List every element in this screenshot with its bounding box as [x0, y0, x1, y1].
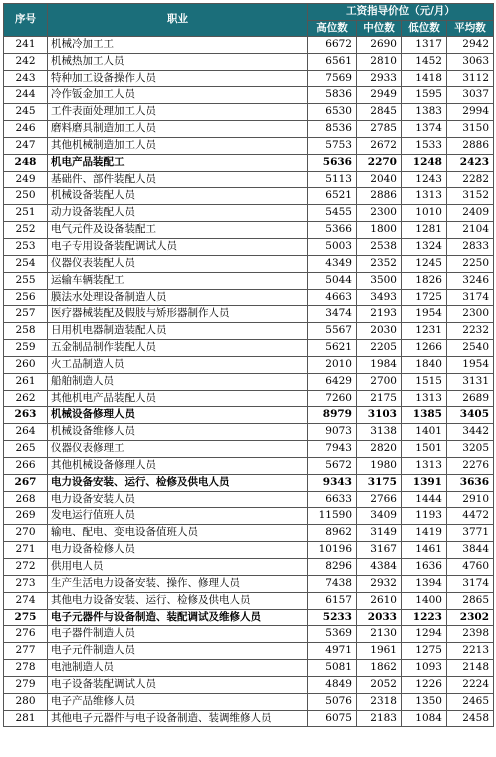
cell-mid: 3167 [357, 542, 402, 559]
header-wage-group: 工资指导价位（元/月） [308, 4, 494, 21]
cell-occupation: 电子设备装配调试人员 [48, 676, 308, 693]
cell-high: 8536 [308, 121, 357, 138]
cell-no: 262 [4, 390, 48, 407]
cell-occupation: 特种加工设备操作人员 [48, 70, 308, 87]
cell-high: 6672 [308, 36, 357, 53]
cell-high: 6561 [308, 53, 357, 70]
table-row [4, 693, 494, 710]
cell-mid: 2690 [357, 36, 402, 53]
cell-high: 5455 [308, 205, 357, 222]
cell-avg: 2423 [447, 154, 494, 171]
table-row [4, 457, 494, 474]
cell-avg: 3636 [447, 474, 494, 491]
cell-low: 1231 [402, 323, 447, 340]
header-no: 序号 [4, 4, 48, 37]
cell-mid: 2030 [357, 323, 402, 340]
cell-low: 1725 [402, 289, 447, 306]
table-header [4, 4, 494, 37]
cell-occupation: 运输车辆装配工 [48, 272, 308, 289]
cell-avg: 2942 [447, 36, 494, 53]
cell-low: 1010 [402, 205, 447, 222]
cell-no: 265 [4, 441, 48, 458]
cell-occupation: 五金制品制作装配人员 [48, 340, 308, 357]
cell-low: 1245 [402, 255, 447, 272]
cell-high: 8962 [308, 525, 357, 542]
cell-no: 256 [4, 289, 48, 306]
cell-avg: 2276 [447, 457, 494, 474]
cell-low: 1391 [402, 474, 447, 491]
cell-high: 5003 [308, 238, 357, 255]
cell-avg: 2689 [447, 390, 494, 407]
wage-guide-table [3, 3, 494, 727]
cell-low: 1313 [402, 188, 447, 205]
header-mid: 中位数 [357, 20, 402, 36]
cell-no: 242 [4, 53, 48, 70]
cell-low: 1954 [402, 306, 447, 323]
cell-mid: 1800 [357, 222, 402, 239]
cell-occupation: 机械冷加工工 [48, 36, 308, 53]
table-row [4, 575, 494, 592]
cell-no: 278 [4, 660, 48, 677]
cell-occupation: 日用机电器制造装配人员 [48, 323, 308, 340]
cell-avg: 1954 [447, 356, 494, 373]
cell-avg: 2910 [447, 491, 494, 508]
cell-low: 1223 [402, 609, 447, 626]
cell-avg: 3152 [447, 188, 494, 205]
cell-mid: 1862 [357, 660, 402, 677]
table-row [4, 559, 494, 576]
table-row [4, 289, 494, 306]
cell-avg: 2104 [447, 222, 494, 239]
cell-low: 1317 [402, 36, 447, 53]
table-row [4, 643, 494, 660]
table-row [4, 373, 494, 390]
table-row [4, 205, 494, 222]
cell-no: 258 [4, 323, 48, 340]
cell-mid: 4384 [357, 559, 402, 576]
cell-no: 280 [4, 693, 48, 710]
cell-occupation: 电力设备安装、运行、检修及供电人员 [48, 474, 308, 491]
cell-no: 279 [4, 676, 48, 693]
cell-occupation: 电池制造人员 [48, 660, 308, 677]
cell-low: 1418 [402, 70, 447, 87]
cell-mid: 2949 [357, 87, 402, 104]
cell-avg: 2865 [447, 592, 494, 609]
cell-mid: 1961 [357, 643, 402, 660]
cell-high: 8979 [308, 407, 357, 424]
cell-occupation: 机械设备装配人员 [48, 188, 308, 205]
cell-high: 8296 [308, 559, 357, 576]
cell-no: 244 [4, 87, 48, 104]
cell-high: 5366 [308, 222, 357, 239]
wage-table-container [3, 3, 493, 727]
cell-no: 248 [4, 154, 48, 171]
table-row [4, 474, 494, 491]
cell-low: 1350 [402, 693, 447, 710]
cell-no: 267 [4, 474, 48, 491]
table-row [4, 542, 494, 559]
cell-occupation: 其他电力设备安装、运行、检修及供电人员 [48, 592, 308, 609]
cell-low: 1275 [402, 643, 447, 660]
cell-occupation: 电子器件制造人员 [48, 626, 308, 643]
cell-high: 9073 [308, 424, 357, 441]
cell-mid: 3409 [357, 508, 402, 525]
table-body [4, 36, 494, 727]
cell-no: 255 [4, 272, 48, 289]
cell-mid: 2193 [357, 306, 402, 323]
cell-low: 1281 [402, 222, 447, 239]
cell-mid: 2183 [357, 710, 402, 727]
cell-no: 251 [4, 205, 48, 222]
cell-occupation: 机械热加工人员 [48, 53, 308, 70]
cell-low: 1394 [402, 575, 447, 592]
cell-low: 1501 [402, 441, 447, 458]
table-row [4, 508, 494, 525]
cell-no: 277 [4, 643, 48, 660]
table-row [4, 306, 494, 323]
cell-mid: 2785 [357, 121, 402, 138]
cell-high: 6429 [308, 373, 357, 390]
cell-high: 5233 [308, 609, 357, 626]
cell-no: 260 [4, 356, 48, 373]
cell-no: 264 [4, 424, 48, 441]
cell-low: 1193 [402, 508, 447, 525]
cell-high: 5672 [308, 457, 357, 474]
cell-high: 5621 [308, 340, 357, 357]
table-row [4, 340, 494, 357]
cell-no: 268 [4, 491, 48, 508]
cell-low: 1248 [402, 154, 447, 171]
cell-mid: 2352 [357, 255, 402, 272]
cell-low: 1385 [402, 407, 447, 424]
cell-avg: 3205 [447, 441, 494, 458]
cell-no: 263 [4, 407, 48, 424]
cell-mid: 2175 [357, 390, 402, 407]
cell-mid: 2318 [357, 693, 402, 710]
cell-high: 10196 [308, 542, 357, 559]
table-row [4, 676, 494, 693]
cell-occupation: 电子元器件与设备制造、装配调试及维修人员 [48, 609, 308, 626]
cell-occupation: 其他机械设备修理人员 [48, 457, 308, 474]
cell-avg: 4760 [447, 559, 494, 576]
header-low: 低位数 [402, 20, 447, 36]
cell-avg: 2224 [447, 676, 494, 693]
cell-mid: 2933 [357, 70, 402, 87]
table-row [4, 121, 494, 138]
cell-high: 5113 [308, 171, 357, 188]
cell-mid: 2886 [357, 188, 402, 205]
table-row [4, 255, 494, 272]
cell-occupation: 仪器仪表装配人员 [48, 255, 308, 272]
cell-low: 1515 [402, 373, 447, 390]
cell-low: 1294 [402, 626, 447, 643]
cell-avg: 2250 [447, 255, 494, 272]
cell-avg: 2232 [447, 323, 494, 340]
cell-mid: 2932 [357, 575, 402, 592]
cell-occupation: 其他机械制造加工人员 [48, 137, 308, 154]
cell-avg: 2886 [447, 137, 494, 154]
cell-high: 7943 [308, 441, 357, 458]
cell-high: 4663 [308, 289, 357, 306]
cell-no: 270 [4, 525, 48, 542]
cell-no: 272 [4, 559, 48, 576]
cell-avg: 3405 [447, 407, 494, 424]
cell-no: 273 [4, 575, 48, 592]
cell-no: 243 [4, 70, 48, 87]
cell-occupation: 机械设备修理人员 [48, 407, 308, 424]
cell-no: 247 [4, 137, 48, 154]
cell-avg: 2398 [447, 626, 494, 643]
cell-avg: 3442 [447, 424, 494, 441]
cell-mid: 2820 [357, 441, 402, 458]
cell-occupation: 冷作钣金加工人员 [48, 87, 308, 104]
table-row [4, 70, 494, 87]
cell-no: 252 [4, 222, 48, 239]
cell-high: 5081 [308, 660, 357, 677]
cell-low: 1452 [402, 53, 447, 70]
cell-avg: 2465 [447, 693, 494, 710]
cell-occupation: 电力设备安装人员 [48, 491, 308, 508]
cell-mid: 1984 [357, 356, 402, 373]
header-occupation: 职业 [48, 4, 308, 37]
cell-high: 5567 [308, 323, 357, 340]
cell-occupation: 动力设备装配人员 [48, 205, 308, 222]
cell-occupation: 机械设备维修人员 [48, 424, 308, 441]
cell-avg: 4472 [447, 508, 494, 525]
cell-mid: 2300 [357, 205, 402, 222]
cell-avg: 2833 [447, 238, 494, 255]
cell-mid: 2033 [357, 609, 402, 626]
cell-high: 5753 [308, 137, 357, 154]
cell-no: 271 [4, 542, 48, 559]
cell-occupation: 电子产品维修人员 [48, 693, 308, 710]
cell-occupation: 膜法水处理设备制造人员 [48, 289, 308, 306]
cell-mid: 2205 [357, 340, 402, 357]
cell-high: 4349 [308, 255, 357, 272]
cell-low: 1533 [402, 137, 447, 154]
cell-occupation: 供用电人员 [48, 559, 308, 576]
cell-avg: 3112 [447, 70, 494, 87]
cell-occupation: 电子元件制造人员 [48, 643, 308, 660]
cell-mid: 3149 [357, 525, 402, 542]
table-row [4, 137, 494, 154]
table-row [4, 154, 494, 171]
cell-occupation: 基础件、部件装配人员 [48, 171, 308, 188]
cell-low: 1401 [402, 424, 447, 441]
cell-high: 4849 [308, 676, 357, 693]
cell-avg: 3150 [447, 121, 494, 138]
cell-mid: 2538 [357, 238, 402, 255]
cell-avg: 2458 [447, 710, 494, 727]
cell-low: 1226 [402, 676, 447, 693]
table-row [4, 238, 494, 255]
cell-high: 5044 [308, 272, 357, 289]
cell-avg: 3131 [447, 373, 494, 390]
table-row [4, 525, 494, 542]
cell-no: 261 [4, 373, 48, 390]
cell-no: 274 [4, 592, 48, 609]
table-row [4, 592, 494, 609]
table-row [4, 660, 494, 677]
cell-occupation: 船舶制造人员 [48, 373, 308, 390]
cell-high: 5369 [308, 626, 357, 643]
cell-low: 1324 [402, 238, 447, 255]
cell-low: 1636 [402, 559, 447, 576]
cell-occupation: 火工品制造人员 [48, 356, 308, 373]
cell-mid: 3500 [357, 272, 402, 289]
cell-no: 241 [4, 36, 48, 53]
cell-avg: 2148 [447, 660, 494, 677]
table-row [4, 171, 494, 188]
cell-no: 266 [4, 457, 48, 474]
cell-mid: 3103 [357, 407, 402, 424]
cell-high: 3474 [308, 306, 357, 323]
cell-occupation: 电气元件及设备装配工 [48, 222, 308, 239]
cell-mid: 2810 [357, 53, 402, 70]
cell-low: 1243 [402, 171, 447, 188]
table-row [4, 609, 494, 626]
cell-mid: 2270 [357, 154, 402, 171]
cell-occupation: 电力设备检修人员 [48, 542, 308, 559]
table-row [4, 710, 494, 727]
cell-low: 1444 [402, 491, 447, 508]
cell-avg: 2409 [447, 205, 494, 222]
cell-low: 1313 [402, 457, 447, 474]
cell-no: 246 [4, 121, 48, 138]
cell-mid: 1980 [357, 457, 402, 474]
cell-mid: 3493 [357, 289, 402, 306]
cell-no: 259 [4, 340, 48, 357]
table-row [4, 323, 494, 340]
cell-high: 6521 [308, 188, 357, 205]
cell-occupation: 生产生活电力设备安装、操作、修理人员 [48, 575, 308, 592]
table-row [4, 36, 494, 53]
table-row [4, 626, 494, 643]
cell-no: 269 [4, 508, 48, 525]
table-row [4, 407, 494, 424]
cell-avg: 3844 [447, 542, 494, 559]
cell-mid: 2610 [357, 592, 402, 609]
cell-avg: 2213 [447, 643, 494, 660]
cell-mid: 2766 [357, 491, 402, 508]
cell-high: 4971 [308, 643, 357, 660]
cell-low: 1400 [402, 592, 447, 609]
cell-low: 1093 [402, 660, 447, 677]
cell-high: 5636 [308, 154, 357, 171]
cell-avg: 3771 [447, 525, 494, 542]
cell-no: 281 [4, 710, 48, 727]
cell-avg: 2282 [447, 171, 494, 188]
cell-avg: 3037 [447, 87, 494, 104]
cell-low: 1313 [402, 390, 447, 407]
table-row [4, 53, 494, 70]
cell-no: 253 [4, 238, 48, 255]
cell-mid: 2052 [357, 676, 402, 693]
table-row [4, 390, 494, 407]
cell-avg: 2540 [447, 340, 494, 357]
cell-avg: 3174 [447, 575, 494, 592]
cell-high: 6633 [308, 491, 357, 508]
cell-low: 1826 [402, 272, 447, 289]
cell-avg: 2300 [447, 306, 494, 323]
cell-avg: 3063 [447, 53, 494, 70]
cell-no: 250 [4, 188, 48, 205]
cell-no: 245 [4, 104, 48, 121]
cell-mid: 2700 [357, 373, 402, 390]
cell-high: 7260 [308, 390, 357, 407]
cell-high: 6530 [308, 104, 357, 121]
cell-occupation: 工件表面处理加工人员 [48, 104, 308, 121]
cell-low: 1374 [402, 121, 447, 138]
cell-low: 1461 [402, 542, 447, 559]
cell-occupation: 发电运行值班人员 [48, 508, 308, 525]
cell-avg: 3174 [447, 289, 494, 306]
table-row [4, 441, 494, 458]
cell-no: 254 [4, 255, 48, 272]
cell-occupation: 仪器仪表修理工 [48, 441, 308, 458]
cell-high: 11590 [308, 508, 357, 525]
cell-high: 9343 [308, 474, 357, 491]
cell-high: 2010 [308, 356, 357, 373]
table-row [4, 188, 494, 205]
cell-high: 7438 [308, 575, 357, 592]
table-row [4, 222, 494, 239]
cell-no: 275 [4, 609, 48, 626]
cell-occupation: 机电产品装配工 [48, 154, 308, 171]
cell-low: 1383 [402, 104, 447, 121]
cell-low: 1266 [402, 340, 447, 357]
cell-high: 5076 [308, 693, 357, 710]
table-row [4, 424, 494, 441]
cell-mid: 2672 [357, 137, 402, 154]
cell-mid: 2130 [357, 626, 402, 643]
cell-avg: 3246 [447, 272, 494, 289]
cell-occupation: 其他机电产品装配人员 [48, 390, 308, 407]
cell-occupation: 磨料磨具制造加工人员 [48, 121, 308, 138]
cell-high: 6075 [308, 710, 357, 727]
header-avg: 平均数 [447, 20, 494, 36]
table-row [4, 272, 494, 289]
cell-occupation: 输电、配电、变电设备值班人员 [48, 525, 308, 542]
cell-avg: 2302 [447, 609, 494, 626]
cell-mid: 2845 [357, 104, 402, 121]
cell-high: 7569 [308, 70, 357, 87]
cell-avg: 2994 [447, 104, 494, 121]
cell-low: 1595 [402, 87, 447, 104]
table-row [4, 491, 494, 508]
cell-high: 5836 [308, 87, 357, 104]
cell-occupation: 电子专用设备装配调试人员 [48, 238, 308, 255]
cell-occupation: 其他电子元器件与电子设备制造、装调维修人员 [48, 710, 308, 727]
header-high: 高位数 [308, 20, 357, 36]
cell-high: 6157 [308, 592, 357, 609]
cell-occupation: 医疗器械装配及假肢与矫形器制作人员 [48, 306, 308, 323]
cell-low: 1419 [402, 525, 447, 542]
table-row [4, 87, 494, 104]
cell-no: 249 [4, 171, 48, 188]
cell-no: 257 [4, 306, 48, 323]
cell-mid: 3138 [357, 424, 402, 441]
table-row [4, 356, 494, 373]
cell-low: 1840 [402, 356, 447, 373]
cell-mid: 2040 [357, 171, 402, 188]
cell-no: 276 [4, 626, 48, 643]
cell-low: 1084 [402, 710, 447, 727]
table-row [4, 104, 494, 121]
cell-mid: 3175 [357, 474, 402, 491]
